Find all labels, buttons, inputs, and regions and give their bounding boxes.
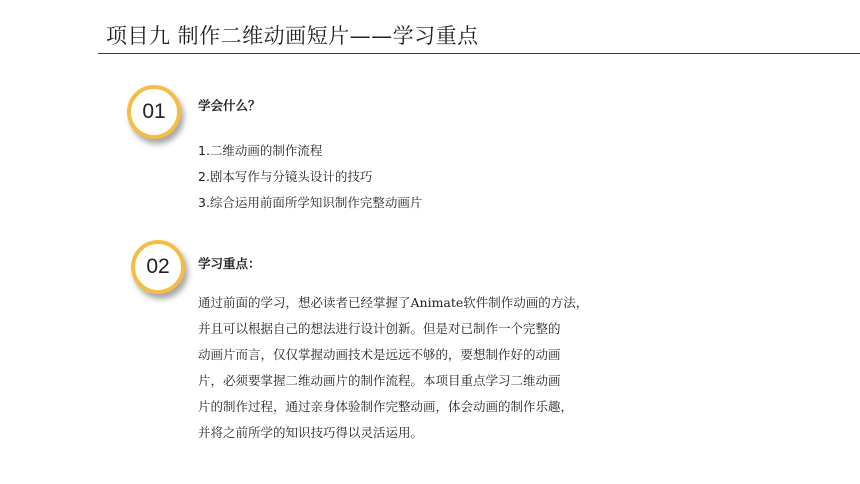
focus-paragraph xyxy=(198,290,588,446)
paragraph-line: 片的制作过程，通过亲身体验制作完整动画，体会动画的制作乐趣， xyxy=(198,399,574,414)
section-heading-focus: 学习重点： xyxy=(198,256,261,271)
section-number-badge-02 xyxy=(131,240,185,294)
list-item: 2.剧本写作与分镜头设计的技巧 xyxy=(198,169,373,184)
page-title: 项目九 制作二维动画短片——学习重点 xyxy=(106,24,479,48)
section-number: 02 xyxy=(146,255,170,278)
paragraph-line: 片，必须要掌握二维动画片的制作流程。本项目重点学习二维动画 xyxy=(198,373,561,388)
paragraph-line: 并将之前所学的知识技巧得以灵活运用。 xyxy=(198,425,424,440)
list-item: 3.综合运用前面所学知识制作完整动画片 xyxy=(198,195,423,210)
paragraph-line: 并且可以根据自己的想法进行设计创新。但是对已制作一个完整的 xyxy=(198,321,561,336)
learning-list xyxy=(198,138,422,216)
paragraph-line: 动画片而言，仅仅掌握动画技术是远远不够的，要想制作好的动画 xyxy=(198,347,561,362)
section-heading-learn: 学会什么？ xyxy=(198,98,261,113)
section-number-badge-01 xyxy=(127,85,181,139)
title-divider xyxy=(98,53,860,54)
paragraph-line: 通过前面的学习，想必读者已经掌握了Animate软件制作动画的方法， xyxy=(198,295,589,310)
section-number: 01 xyxy=(142,100,166,123)
list-item: 1.二维动画的制作流程 xyxy=(198,143,323,158)
